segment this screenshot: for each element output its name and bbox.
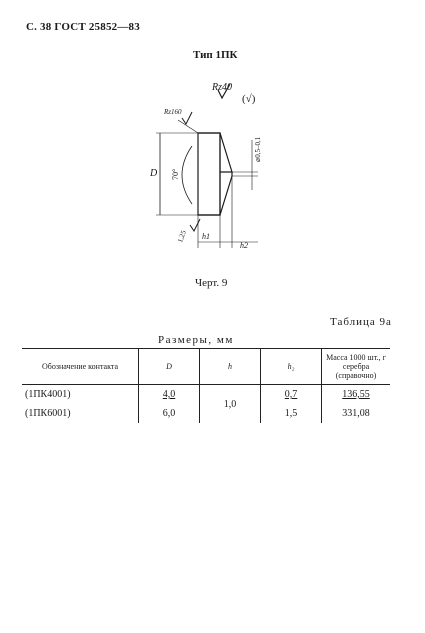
header-h2: h₂ — [261, 349, 322, 385]
chamfer-label: 1,25 — [176, 229, 188, 244]
angle-label: 70° — [171, 168, 180, 180]
technical-drawing — [140, 80, 270, 260]
roughness-symbol-chamfer — [190, 219, 200, 231]
cell-D: 4,0 — [139, 385, 200, 405]
header-designation: Обозначение контакта — [22, 349, 139, 385]
page-header: С. 38 ГОСТ 25852—83 — [26, 21, 140, 33]
sizes-title: Размеры, мм — [158, 334, 234, 346]
header-D: D — [139, 349, 200, 385]
roughness-symbol-small — [182, 112, 192, 124]
table-number: Таблица 9а — [330, 316, 392, 328]
table-header-row — [22, 349, 390, 385]
figure-caption: Черт. 9 — [195, 277, 228, 289]
cell-designation: (1ПК4001) — [25, 389, 71, 400]
roughness-label-small: Rz160 — [164, 108, 182, 116]
cell-mass: 331,08 — [322, 404, 391, 423]
cone-profile — [198, 133, 232, 215]
h2-label: h2 — [240, 241, 248, 250]
dim-label-D: D — [150, 168, 158, 179]
diameter-label: ⌀0,5–0,1 — [254, 136, 262, 162]
cell-h2: 0,7 — [261, 385, 322, 405]
cell-D: 6,0 — [139, 404, 200, 423]
roughness-label-top-paren: (√) — [242, 93, 256, 105]
header-h: h — [200, 349, 261, 385]
cell-mass: 136,55 — [322, 385, 391, 405]
contact-type-title: Тип 1ПК — [193, 49, 238, 61]
cell-designation: (1ПК6001) — [25, 408, 71, 419]
h1-label: h1 — [202, 232, 210, 241]
dimensions-table — [22, 348, 390, 423]
contact-plate — [198, 133, 220, 215]
cell-h-shared: 1,0 — [200, 385, 261, 424]
roughness-label-top: Rz40 — [212, 82, 232, 93]
header-mass: Масса 1000 шт., г серебра (справочно) — [322, 349, 391, 385]
cell-h2: 1,5 — [261, 404, 322, 423]
table-row — [22, 385, 390, 405]
angle-arc — [182, 146, 192, 204]
